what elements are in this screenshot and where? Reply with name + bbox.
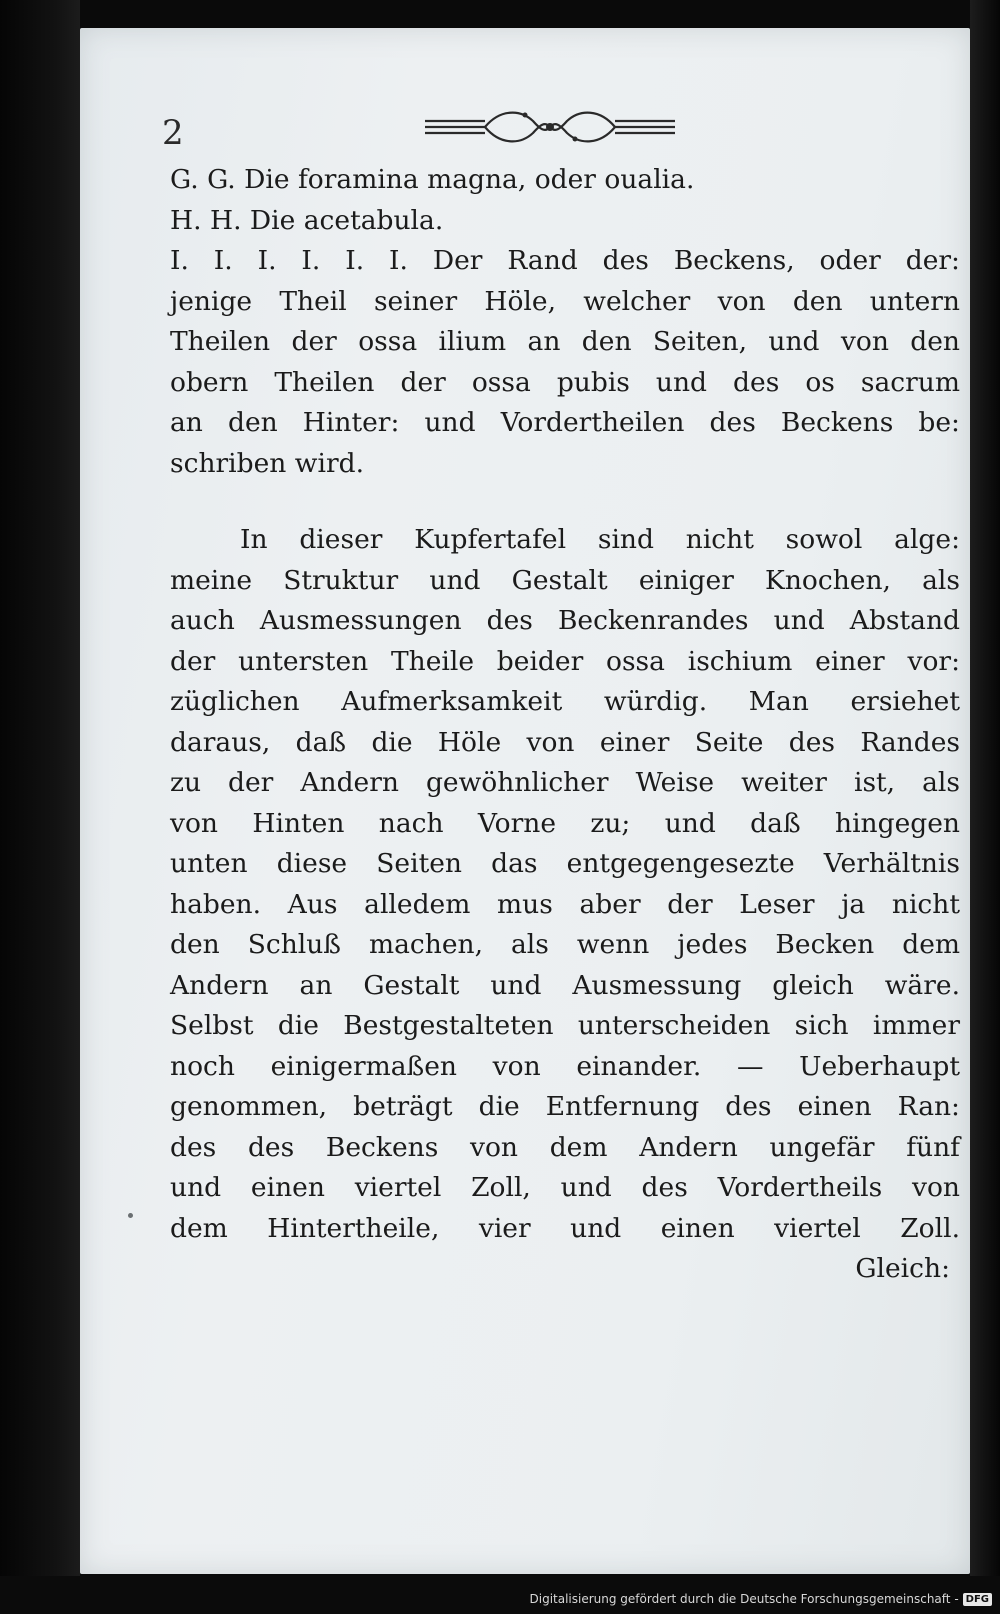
scan-right-edge bbox=[970, 0, 1000, 1614]
text-line: In dieser Kupfertafel sind nicht sowol alge: bbox=[240, 524, 960, 555]
text-line: und einen viertel Zoll, und des Vordertheils von bbox=[170, 1172, 960, 1203]
text-line: schriben wird. bbox=[170, 447, 365, 479]
text-line: Andern an Gestalt und Ausmessung gleich wäre. bbox=[170, 969, 960, 1001]
dfg-logo: DFG bbox=[963, 1593, 992, 1606]
text-line: meine Struktur und Gestalt einiger Knochen, als bbox=[170, 564, 960, 596]
text-line: auch Ausmessungen des Beckenrandes und Abstand bbox=[170, 605, 960, 636]
page-text bbox=[170, 160, 960, 1290]
paper-speck bbox=[128, 1213, 133, 1218]
text-line: daraus, daß die Höle von einer Seite des Randes bbox=[170, 726, 960, 758]
digitization-credit bbox=[530, 1592, 993, 1606]
text-line: genommen, beträgt die Entfernung des einen Ran: bbox=[170, 1091, 960, 1122]
scan-left-edge bbox=[0, 0, 80, 1614]
text-line: an den Hinter: und Vordertheilen des Beckens be: bbox=[170, 407, 960, 438]
text-line: I. I. I. I. I. I. Der Rand des Beckens, oder der: bbox=[170, 245, 960, 276]
page-number: 2 bbox=[162, 113, 184, 153]
text-line: noch einigermaßen von einander. — Ueberhaupt bbox=[170, 1050, 960, 1082]
text-line: H. H. Die acetabula. bbox=[170, 204, 444, 236]
text-line: züglichen Aufmerksamkeit würdig. Man ersiehet bbox=[170, 686, 960, 717]
credit-text: Digitalisierung gefördert durch die Deutsche Forschungsgemeinschaft - bbox=[529, 1592, 959, 1606]
text-line: Theilen der ossa ilium an den Seiten, und von den bbox=[170, 326, 960, 357]
printers-ornament-icon bbox=[425, 105, 675, 149]
catchword: Gleich: bbox=[855, 1253, 950, 1284]
text-line: G. G. Die foramina magna, oder oualia. bbox=[170, 164, 695, 195]
text-line: zu der Andern gewöhnlicher Weise weiter ist, als bbox=[170, 767, 960, 798]
text-line: obern Theilen der ossa pubis und des os sacrum bbox=[170, 366, 960, 398]
text-line: des des Beckens von dem Andern ungefär fünf bbox=[170, 1131, 960, 1163]
text-line: der untersten Theile beider ossa ischium einer vor: bbox=[170, 645, 960, 677]
text-line: dem Hintertheile, vier und einen viertel Zoll. bbox=[170, 1212, 960, 1244]
text-line: von Hinten nach Vorne zu; und daß hingegen bbox=[170, 807, 960, 839]
text-line: unten diese Seiten das entgegengesezte Verhältnis bbox=[170, 848, 960, 879]
text-line: jenige Theil seiner Höle, welcher von den untern bbox=[170, 285, 960, 317]
text-line: den Schluß machen, als wenn jedes Becken dem bbox=[170, 929, 960, 960]
text-line: haben. Aus alledem mus aber der Leser ja nicht bbox=[170, 888, 960, 920]
paragraph-gap bbox=[170, 484, 960, 520]
text-line: Selbst die Bestgestalteten unterscheiden sich immer bbox=[170, 1010, 960, 1041]
